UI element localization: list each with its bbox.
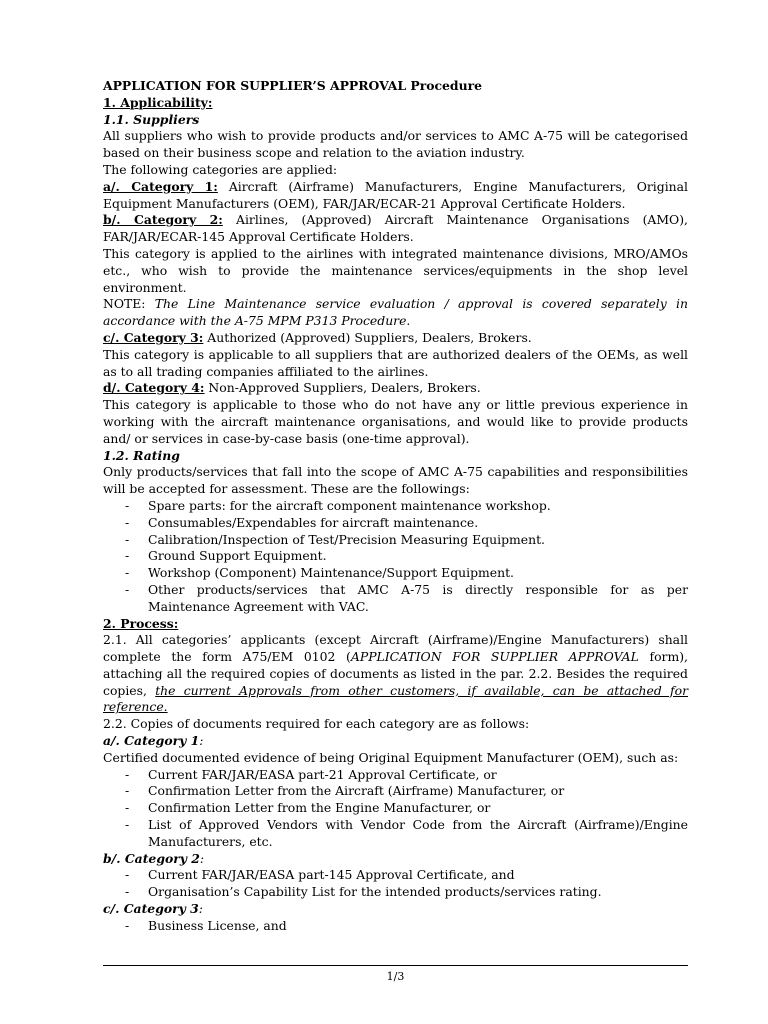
paragraph-2-1 bbox=[103, 632, 688, 716]
list-item: - Calibration/Inspection of Test/Precision Measuring Equipment. bbox=[103, 532, 688, 549]
process-category-1-intro: Certified documented evidence of being Original Equipment Manufacturer (OEM), such as: bbox=[103, 749, 679, 765]
list-item: - List of Approved Vendors with Vendor Code from the Aircraft (Airframe)/Engine Manufacturers, etc. bbox=[103, 817, 688, 851]
suppliers-intro: All suppliers who wish to provide products and/or services to AMC A-75 will be categorised based on their business scope and relation to the aviation industry. bbox=[103, 128, 688, 161]
p21-text-b: form), attaching all the required copies of documents as listed in the par. 2.2. Besides the required copies, bbox=[103, 649, 688, 698]
list-item: - Current FAR/JAR/EASA part-21 Approval Certificate, or bbox=[103, 767, 688, 784]
category-4-text: Non-Approved Suppliers, Dealers, Brokers. bbox=[204, 380, 481, 396]
rating-intro: Only products/services that fall into the scope of AMC A-75 capabilities and responsibilities will be accepted for assessment. These are the followings: bbox=[103, 464, 688, 497]
category-4-paragraph bbox=[103, 380, 688, 397]
process-category-1-heading bbox=[103, 733, 688, 750]
process-category-1-label: a/. Category 1 bbox=[103, 733, 200, 749]
category-2-label: b/. Category 2: bbox=[103, 212, 223, 228]
list-item: - Spare parts: for the aircraft component maintenance workshop. bbox=[103, 498, 688, 515]
list-item: - Confirmation Letter from the Engine Manufacturer, or bbox=[103, 800, 688, 817]
document-title: APPLICATION FOR SUPPLIER’S APPROVAL Procedure bbox=[103, 78, 483, 93]
footer-divider bbox=[103, 965, 688, 966]
categories-applied-text: The following categories are applied: bbox=[103, 161, 338, 177]
page-number: 1/3 bbox=[386, 970, 405, 983]
category-3-documents-list bbox=[103, 918, 688, 935]
section-1-heading: 1. Applicability: bbox=[103, 94, 213, 110]
category-1-paragraph bbox=[103, 179, 688, 213]
p21-form-name: APPLICATION FOR SUPPLIER APPROVAL bbox=[350, 649, 639, 665]
category-2-documents-list bbox=[103, 867, 688, 901]
note-label: NOTE: bbox=[103, 296, 155, 312]
list-item: - Other products/services that AMC A-75 is directly responsible for as per Maintenance Agreement with VAC. bbox=[103, 582, 688, 616]
document-page bbox=[103, 78, 688, 935]
category-3-text: Authorized (Approved) Suppliers, Dealers, Brokers. bbox=[203, 329, 532, 345]
category-1-text: Aircraft (Airframe) Manufacturers, Engine Manufacturers, Original Equipment Manufacturers (OEM), FAR/JAR/ECAR-21 Approval Certificate Holders. bbox=[103, 178, 688, 211]
subsection-1-2-heading: 1.2. Rating bbox=[103, 447, 180, 463]
process-category-3-colon: : bbox=[198, 901, 203, 917]
rating-list bbox=[103, 498, 688, 616]
process-category-2-heading bbox=[103, 851, 688, 868]
category-3-paragraph bbox=[103, 330, 688, 347]
category-2-paragraph bbox=[103, 212, 688, 246]
process-category-2-label: b/. Category 2 bbox=[103, 850, 200, 866]
paragraph-2-2: 2.2. Copies of documents required for each category are as follows: bbox=[103, 716, 530, 732]
p21-text-c: the current Approvals from other customers, if available, can be attached for reference. bbox=[103, 682, 688, 715]
category-1-label: a/. Category 1: bbox=[103, 178, 218, 194]
process-category-2-colon: : bbox=[199, 850, 205, 866]
list-item: - Confirmation Letter from the Aircraft (Airframe) Manufacturer, or bbox=[103, 783, 688, 800]
subsection-1-1-heading: 1.1. Suppliers bbox=[103, 111, 200, 127]
list-item: - Workshop (Component) Maintenance/Support Equipment. bbox=[103, 565, 688, 582]
list-item: - Current FAR/JAR/EASA part-145 Approval Certificate, and bbox=[103, 867, 688, 884]
category-3-description: This category is applicable to all suppliers that are authorized dealers of the OEMs, as well as to all trading companies affiliated to the airlines. bbox=[103, 346, 688, 379]
p21-text-a: 2.1. All categories’ applicants (except Aircraft (Airframe)/Engine Manufacturers) shall complete the form A75/EM 0102 ( bbox=[103, 632, 688, 665]
process-category-3-label: c/. Category 3 bbox=[103, 901, 199, 917]
process-category-3-heading bbox=[103, 901, 688, 918]
list-item: - Organisation’s Capability List for the intended products/services rating. bbox=[103, 884, 688, 901]
category-4-label: d/. Category 4: bbox=[103, 380, 205, 396]
note-text: The Line Maintenance service evaluation / approval is covered separately in accordance with the A-75 MPM P313 Procedure. bbox=[103, 296, 688, 329]
category-3-label: c/. Category 3: bbox=[103, 329, 204, 345]
process-category-1-colon: : bbox=[199, 733, 204, 749]
category-2-text: Airlines, (Approved) Aircraft Maintenance Organisations (AMO), FAR/JAR/ECAR-145 Approval Certificate Holders. bbox=[103, 212, 688, 245]
list-item: - Business License, and bbox=[103, 918, 688, 935]
section-2-heading: 2. Process: bbox=[103, 615, 179, 631]
category-4-description: This category is applicable to those who do not have any or little previous experience in working with the aircraft maintenance organisations, and would like to provide products and/ or services in case-by-case basis (one-time approval). bbox=[103, 397, 688, 446]
category-2-description: This category is applied to the airlines with integrated maintenance divisions, MRO/AMOs etc., who wish to provide the maintenance services/equipments in the shop level environment. bbox=[103, 245, 688, 295]
list-item: - Consumables/Expendables for aircraft maintenance. bbox=[103, 515, 688, 532]
category-1-documents-list bbox=[103, 767, 688, 851]
list-item: - Ground Support Equipment. bbox=[103, 548, 688, 565]
note-paragraph bbox=[103, 296, 688, 330]
